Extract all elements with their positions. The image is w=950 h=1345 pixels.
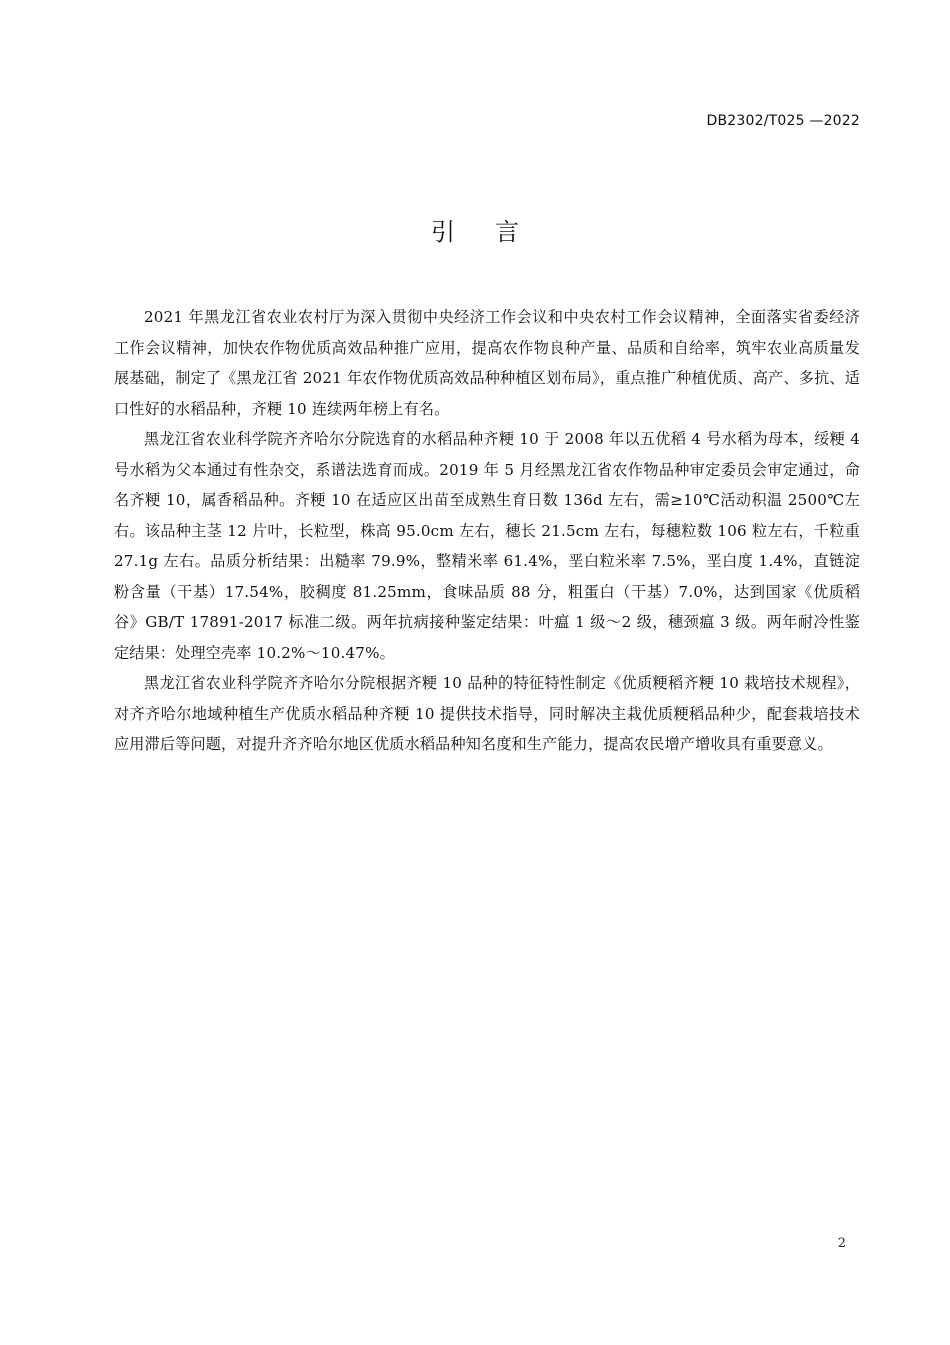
section-title: 引言 — [431, 218, 559, 246]
paragraph-1: 2021 年黑龙江省农业农村厅为深入贯彻中央经济工作会议和中央农村工作会议精神，全面落实省委经济工作会议精神，加快农作物优质高效品种推广应用，提高农作物良种产量、品质和自给率，筑牢农业高质量发展基础，制定了《黑龙江省 2021 年农作物优质高效品种种植区划布局》，重点推广种植优质、高产、多抗、适口性好的水稻品种，齐粳 10 连续两年榜上有名。 — [114, 308, 860, 418]
document-code: DB2302/T025 —2022 — [706, 113, 860, 129]
page-number: 2 — [837, 1236, 846, 1251]
body-text — [114, 302, 860, 760]
paragraph-2: 黑龙江省农业科学院齐齐哈尔分院选育的水稻品种齐粳 10 于 2008 年以五优稻 4 号水稻为母本，绥粳 4 号水稻为父本通过有性杂交，系谱法选育而成。2019 年 5 月经黑龙江省农作物品种审定委员会审定通过，命名齐粳 10，属香稻品种。齐粳 10 在适应区出苗至成熟生育日数 136d 左右，需≥10℃活动积温 2500℃左右。该品种主茎 12 片叶，长粒型，株高 95.0cm 左右，穗长 21.5cm 左右，每穗粒数 106 粒左右，千粒重 27.1g 左右。品质分析结果：出糙率 79.9%，整精米率 61.4%，垩白粒米率 7.5%，垩白度 1.4%，直链淀粉含量（干基）17.54%，胶稠度 81.25mm，食味品质 88 分，粗蛋白（干基）7.0%，达到国家《优质稻谷》GB/T 17891-2017 标准二级。两年抗病接种鉴定结果：叶瘟 1 级～2 级，穗颈瘟 3 级。两年耐冷性鉴定结果：处理空壳率 10.2%～10.47%。 — [114, 430, 860, 662]
paragraph-3: 黑龙江省农业科学院齐齐哈尔分院根据齐粳 10 品种的特征特性制定《优质粳稻齐粳 10 栽培技术规程》，对齐齐哈尔地域种植生产优质水稻品种齐粳 10 提供技术指导，同时解决主栽优质粳稻品种少，配套栽培技术应用滞后等问题，对提升齐齐哈尔地区优质水稻品种知名度和生产能力，提高农民增产增收具有重要意义。 — [114, 674, 860, 753]
